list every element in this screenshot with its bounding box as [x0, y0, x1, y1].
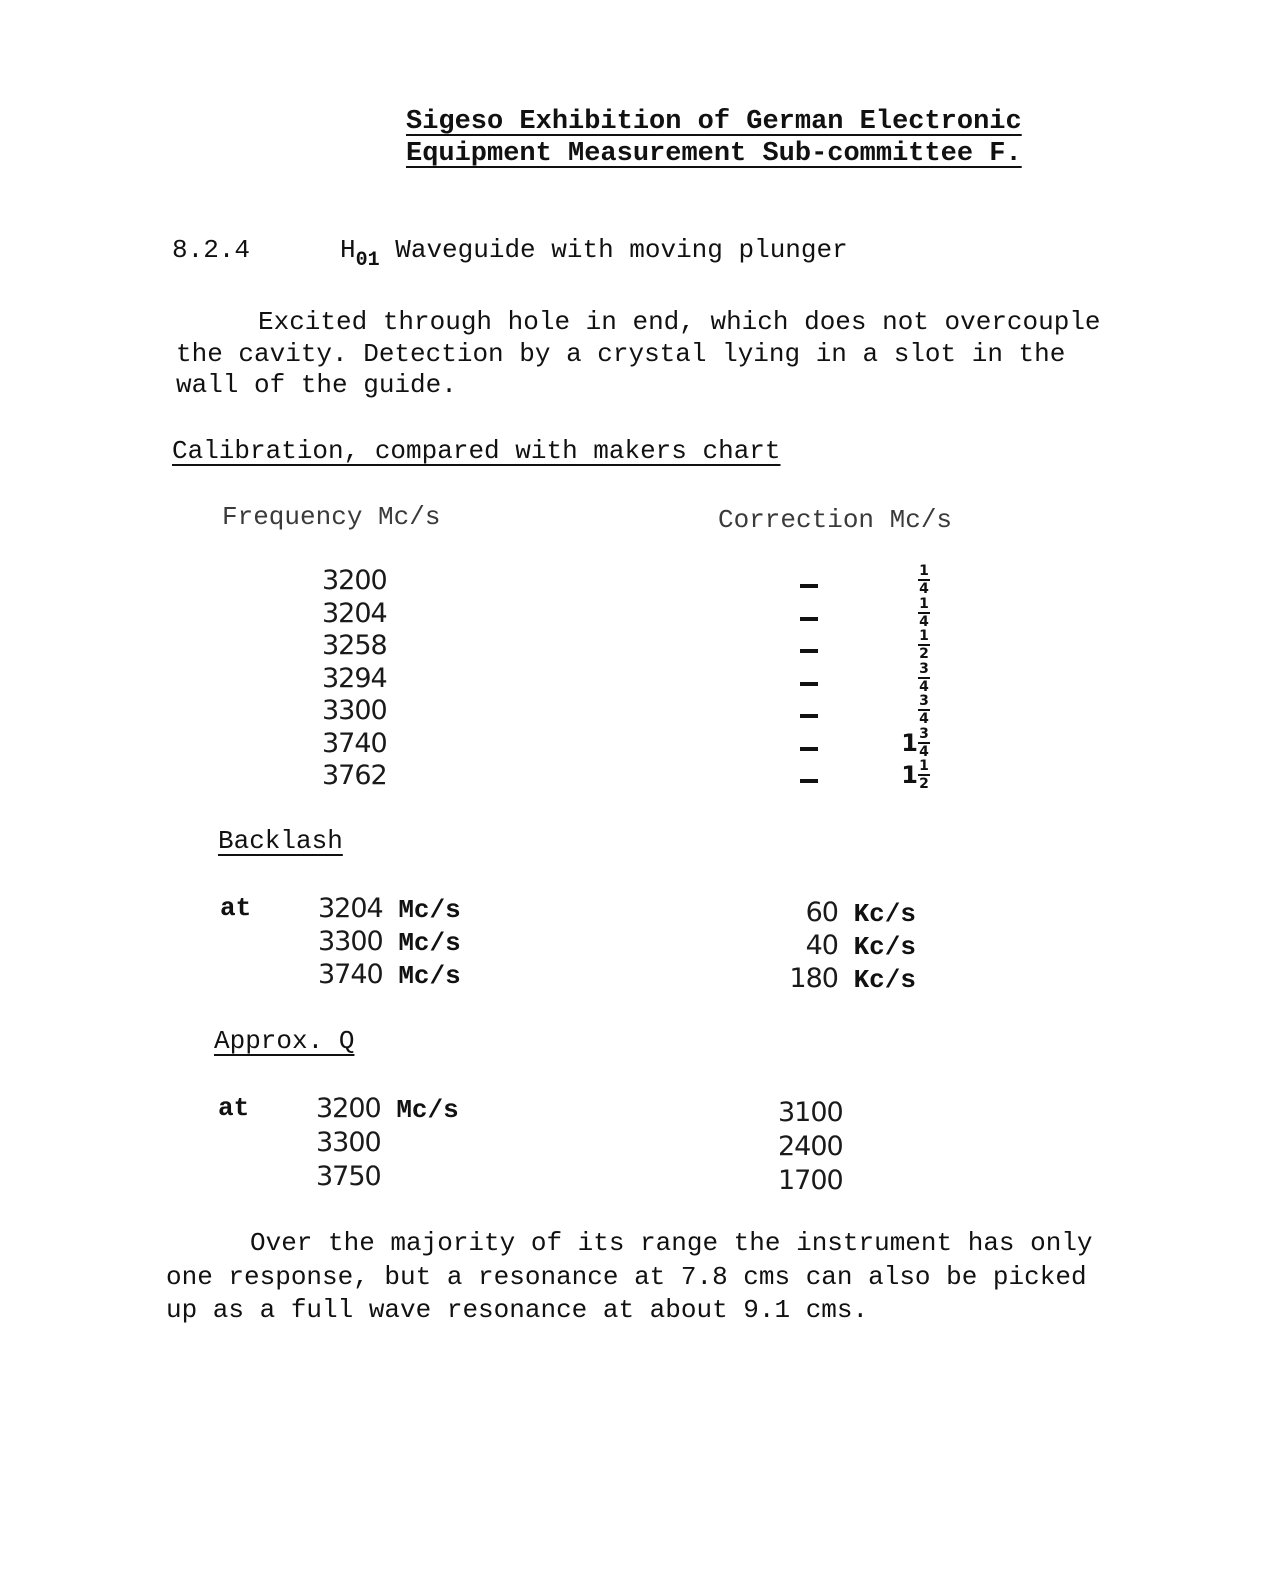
correction-fraction	[918, 564, 930, 596]
frequency-number: 3204	[318, 893, 383, 924]
correction-fraction	[918, 629, 930, 661]
correction-whole: 1	[901, 728, 918, 757]
backlash-at-label: at	[220, 893, 252, 923]
correction-sign	[800, 766, 818, 797]
intro-line-1: Excited through hole in end, which does not overcouple	[258, 307, 1101, 337]
approx-q-heading: Approx. Q	[214, 1026, 355, 1056]
correction-whole: 1	[901, 760, 918, 789]
fraction-numerator: 1	[919, 628, 929, 644]
frequency-unit: Mc/s	[398, 895, 461, 925]
correction-fraction	[918, 597, 930, 629]
approx-q-value: 1700	[778, 1165, 843, 1196]
fraction-denominator: 4	[919, 679, 929, 695]
frequency-number: 3300	[316, 1127, 381, 1158]
backlash-frequency	[318, 959, 461, 992]
backlash-frequency	[318, 926, 461, 959]
frequency-unit: Mc/s	[398, 928, 461, 958]
correction-value	[880, 728, 930, 758]
frequency-unit: Mc/s	[396, 1095, 459, 1125]
correction-sign	[800, 604, 818, 635]
frequency-number: 3200	[316, 1093, 381, 1124]
correction-sign	[800, 636, 818, 667]
fraction-numerator: 3	[919, 661, 929, 677]
intro-line-3: wall of the guide.	[176, 370, 457, 400]
frequency-value: 3204	[322, 598, 387, 629]
fraction-denominator: 2	[919, 776, 929, 792]
frequency-value: 3740	[322, 728, 387, 759]
minus-sign	[800, 682, 818, 686]
minus-sign	[800, 747, 818, 751]
fraction-numerator: 1	[919, 563, 929, 579]
correction-value	[880, 565, 930, 595]
correction-value	[880, 630, 930, 660]
frequency-number: 3300	[318, 926, 383, 957]
backlash-value	[740, 930, 916, 963]
minus-sign	[800, 649, 818, 653]
minus-sign	[800, 584, 818, 588]
frequency-number: 3750	[316, 1161, 381, 1192]
frequency-column-header: Frequency Mc/s	[222, 502, 441, 532]
backlash-number: 60	[805, 897, 838, 928]
header-line-1: Sigeso Exhibition of German Electronic	[406, 107, 1022, 137]
backlash-unit: Kc/s	[853, 899, 916, 929]
fraction-denominator: 4	[919, 614, 929, 630]
section-title-text: Waveguide with moving plunger	[395, 235, 848, 265]
fraction-denominator: 4	[919, 744, 929, 760]
correction-value	[880, 598, 930, 628]
closing-line-2: one response, but a resonance at 7.8 cms can also be picked	[166, 1262, 1087, 1292]
correction-fraction	[918, 694, 930, 726]
section-title-prefix: H	[340, 235, 356, 265]
closing-line-1: Over the majority of its range the instrument has only	[250, 1228, 1093, 1258]
backlash-heading: Backlash	[218, 826, 343, 856]
backlash-value	[740, 963, 916, 996]
backlash-frequency	[318, 893, 461, 926]
frequency-value: 3300	[322, 695, 387, 726]
correction-value	[880, 695, 930, 725]
correction-fraction	[918, 727, 930, 759]
header-line-2: Equipment Measurement Sub-committee F.	[406, 139, 1022, 169]
approx-q-value: 2400	[778, 1131, 843, 1162]
frequency-value: 3294	[322, 663, 387, 694]
backlash-number: 180	[789, 963, 838, 994]
section-title-subscript: 01	[355, 249, 380, 272]
correction-column-header: Correction Mc/s	[718, 505, 953, 535]
frequency-unit: Mc/s	[398, 961, 461, 991]
closing-line-3: up as a full wave resonance at about 9.1 cms.	[166, 1295, 869, 1325]
fraction-numerator: 3	[919, 693, 929, 709]
frequency-value: 3762	[322, 760, 387, 791]
fraction-denominator: 4	[919, 711, 929, 727]
frequency-value: 3258	[322, 630, 387, 661]
approx-frequency	[316, 1093, 459, 1126]
fraction-denominator: 4	[919, 581, 929, 597]
approx-at-label: at	[218, 1093, 250, 1123]
approx-frequency	[316, 1161, 381, 1194]
correction-value	[880, 760, 930, 790]
minus-sign	[800, 617, 818, 621]
section-number: 8.2.4	[172, 235, 251, 265]
approx-q-value: 3100	[778, 1097, 843, 1128]
frequency-value: 3200	[322, 565, 387, 596]
minus-sign	[800, 779, 818, 783]
backlash-value	[740, 897, 916, 930]
correction-fraction	[918, 759, 930, 791]
correction-sign	[800, 701, 818, 732]
calibration-heading: Calibration, compared with makers chart	[172, 436, 781, 466]
fraction-numerator: 1	[919, 596, 929, 612]
intro-line-2: the cavity. Detection by a crystal lying in a slot in the	[176, 339, 1066, 369]
correction-value	[880, 663, 930, 693]
backlash-unit: Kc/s	[853, 965, 916, 995]
correction-sign	[800, 734, 818, 765]
backlash-number: 40	[805, 930, 838, 961]
approx-frequency	[316, 1127, 381, 1160]
fraction-numerator: 3	[919, 726, 929, 742]
minus-sign	[800, 714, 818, 718]
correction-fraction	[918, 662, 930, 694]
fraction-numerator: 1	[919, 758, 929, 774]
backlash-unit: Kc/s	[853, 932, 916, 962]
section-title	[340, 235, 848, 272]
fraction-denominator: 2	[919, 646, 929, 662]
frequency-number: 3740	[318, 959, 383, 990]
correction-sign	[800, 571, 818, 602]
correction-sign	[800, 669, 818, 700]
